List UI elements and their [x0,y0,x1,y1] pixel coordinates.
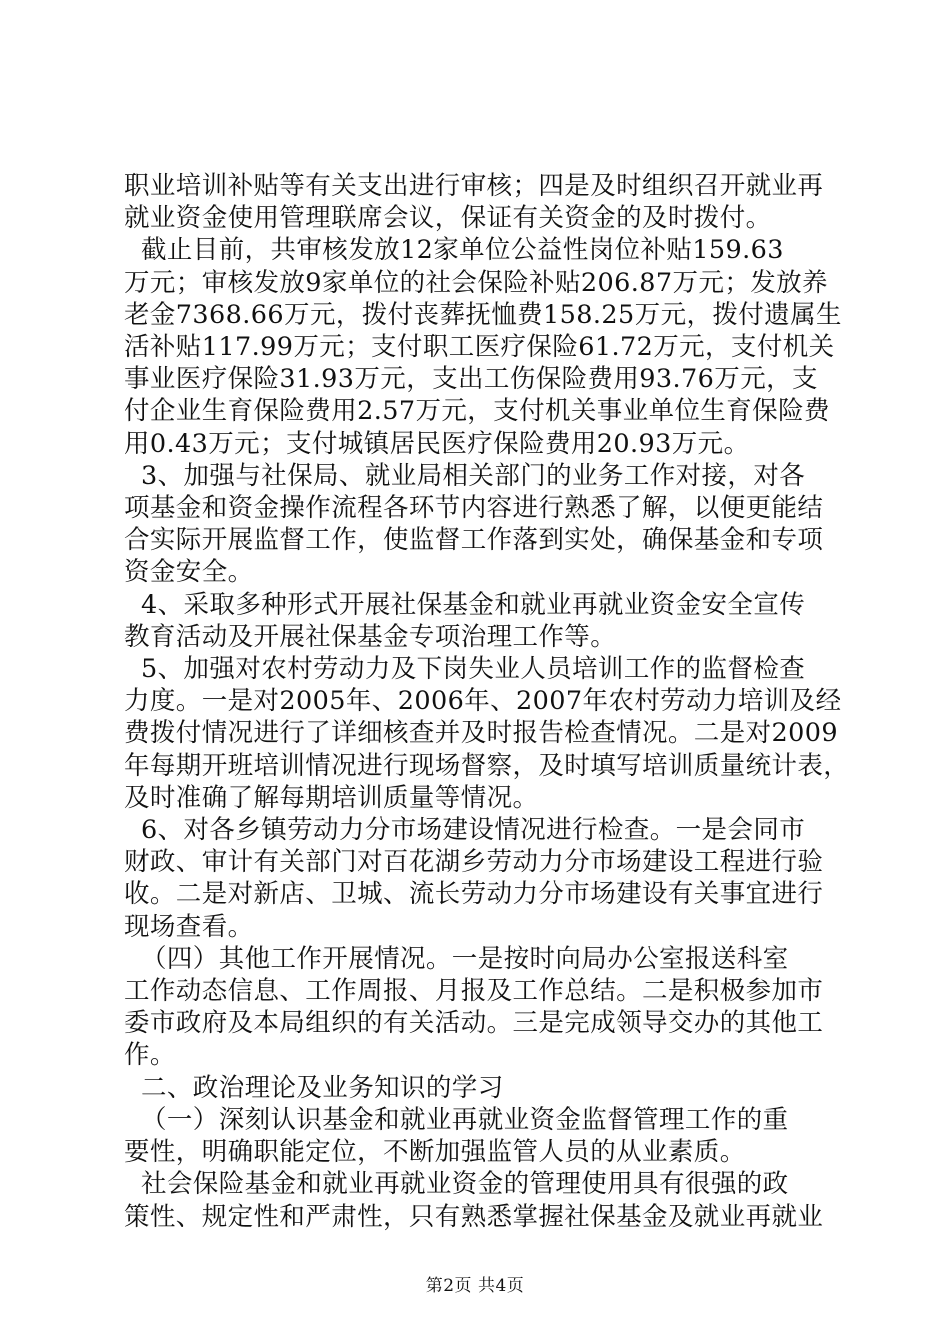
text-line: 费拨付情况进行了详细核查并及时报告检查情况。二是对2009 [124,718,838,749]
text-line: 策性、规定性和严肃性，只有熟悉掌握社保基金及就业再就业 [124,1201,824,1232]
text-line: 合实际开展监督工作，使监督工作落到实处，确保基金和专项 [124,525,824,556]
text-line: 用0.43万元；支付城镇居民医疗保险费用20.93万元。 [124,428,750,459]
text-line: 老金7368.66万元，拨付丧葬抚恤费158.25万元，拨付遗属生 [124,299,842,330]
text-line: 资金安全。 [124,557,254,588]
text-line: 二、政治理论及业务知识的学习 [124,1072,504,1103]
text-line: 付企业生育保险费用2.57万元，支付机关事业单位生育保险费 [124,396,830,427]
text-line: 万元；审核发放9家单位的社会保险补贴206.87万元；发放养 [124,267,828,298]
text-line: 收。二是对新店、卫城、流长劳动力分市场建设有关事宜进行 [124,879,824,910]
text-line: 职业培训补贴等有关支出进行审核；四是及时组织召开就业再 [124,171,824,201]
text-line: 项基金和资金操作流程各环节内容进行熟悉了解，以便更能结 [124,493,824,524]
text-line: （四）其他工作开展情况。一是按时向局办公室报送科室 [124,943,789,974]
document-body [124,170,850,1233]
text-line: 力度。一是对2005年、2006年、2007年农村劳动力培训及经 [124,686,842,717]
text-line: （一）深刻认识基金和就业再就业资金监督管理工作的重 [124,1104,789,1135]
text-line: 4、采取多种形式开展社保基金和就业再就业资金安全宣传 [124,589,806,620]
text-line: 要性，明确职能定位，不断加强监管人员的从业素质。 [124,1137,746,1168]
text-line: 事业医疗保险31.93万元，支出工伤保险费用93.76万元，支 [124,364,818,395]
text-line: 活补贴117.99万元；支付职工医疗保险61.72万元，支付机关 [124,332,835,363]
text-line: 教育活动及开展社保基金专项治理工作等。 [124,621,617,652]
text-line: 财政、审计有关部门对百花湖乡劳动力分市场建设工程进行验 [124,847,824,878]
text-line: 3、加强与社保局、就业局相关部门的业务工作对接，对各 [124,460,806,491]
text-line: 社会保险基金和就业再就业资金的管理使用具有很强的政 [124,1169,789,1200]
text-line: 截止目前，共审核发放12家单位公益性岗位补贴159.63 [124,235,784,266]
text-line: 工作动态信息、工作周报、月报及工作总结。二是积极参加市 [124,976,824,1007]
text-line: 作。 [124,1040,176,1071]
text-line: 及时准确了解每期培训质量等情况。 [124,782,539,813]
text-line: 年每期开班培训情况进行现场督察，及时填写培训质量统计表， [124,750,850,781]
text-line: 委市政府及本局组织的有关活动。三是完成领导交办的其他工 [124,1008,824,1039]
text-line: 就业资金使用管理联席会议，保证有关资金的及时拨付。 [124,203,772,234]
text-line: 6、对各乡镇劳动力分市场建设情况进行检查。一是会同市 [124,815,806,846]
page-footer: 第2页 共4页 [425,1276,525,1296]
text-line: 5、加强对农村劳动力及下岗失业人员培训工作的监督检查 [124,654,806,685]
text-line: 现场查看。 [124,911,254,942]
